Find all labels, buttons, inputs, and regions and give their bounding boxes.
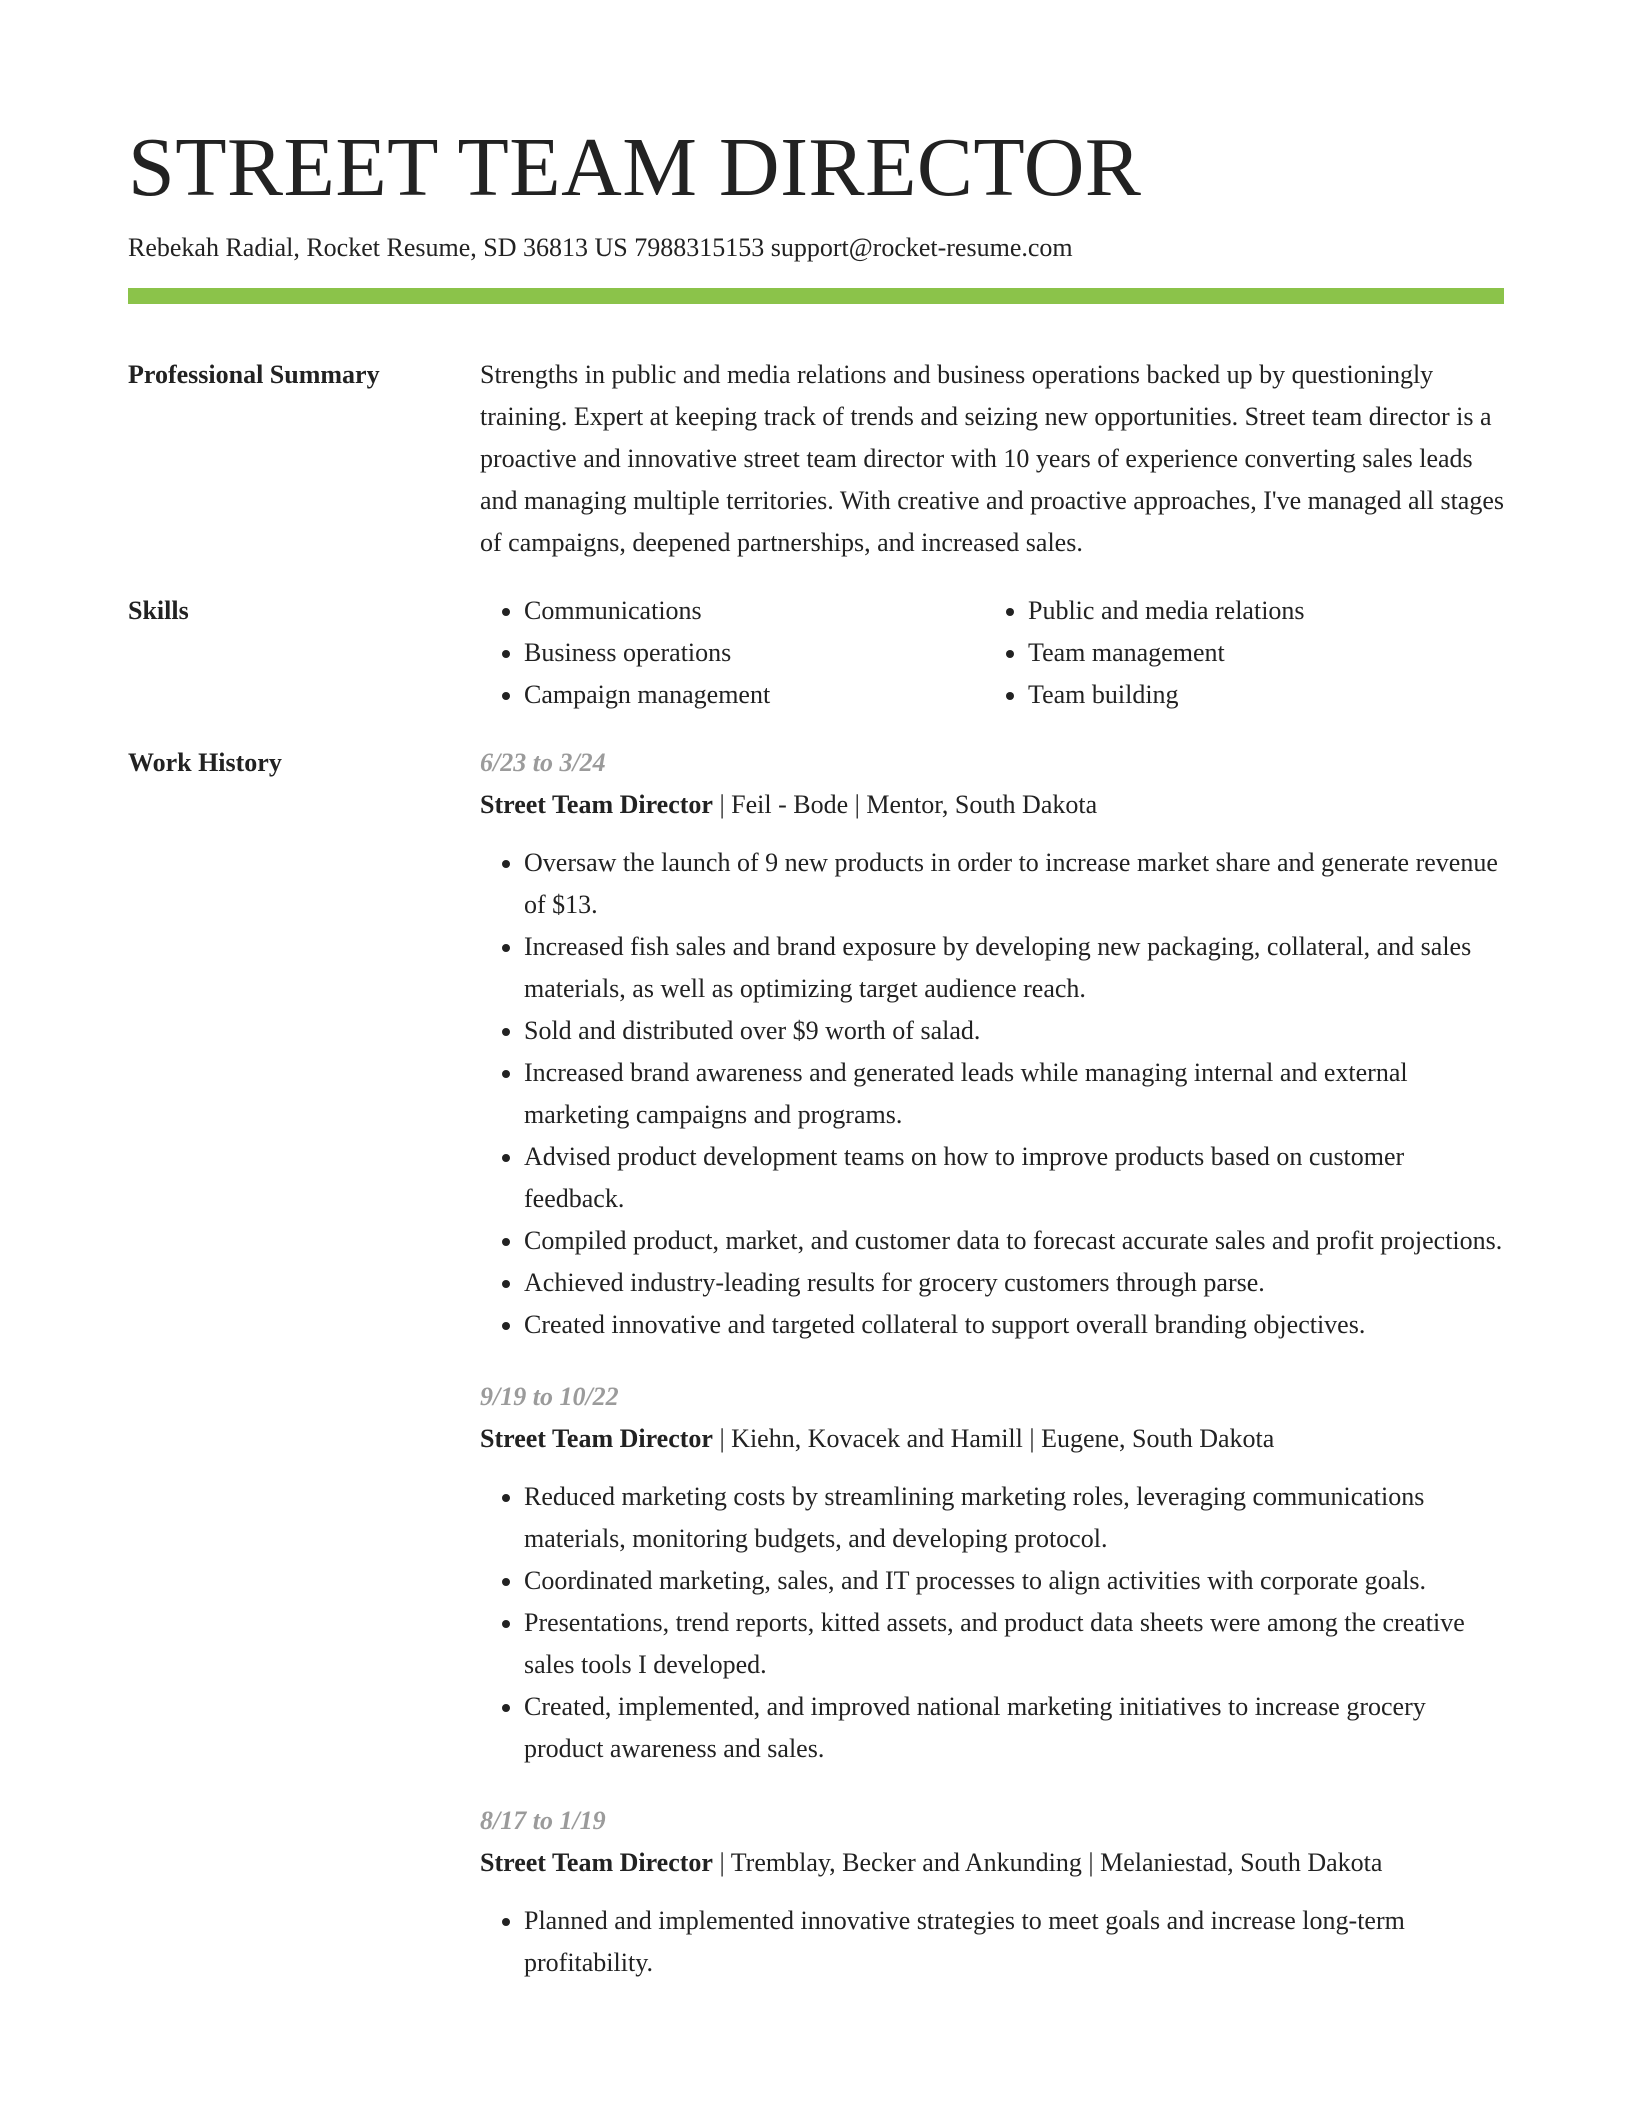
contact-line: Rebekah Radial, Rocket Resume, SD 36813 US 7988315153 support@rocket-resume.com [128,233,1073,262]
skill-item: • Communications [524,590,984,632]
job-dates: 9/19 to 10/22 [480,1382,619,1411]
job-role: Street Team Director [480,1848,713,1877]
skill-item: • Team management [1028,632,1488,674]
resume-title: STREET TEAM DIRECTOR [128,121,1142,214]
job-bullet: • Oversaw the launch of 9 new products in order to increase market share and generate revenue of $13. [524,842,1504,926]
job-bullet: • Created, implemented, and improved national marketing initiatives to increase grocery product awareness and sales. [524,1686,1504,1770]
accent-divider [128,288,1504,304]
job-entry [480,742,1504,1346]
job-bullets [480,1476,1504,1770]
job-bullet: • Created innovative and targeted collateral to support overall branding objectives. [524,1304,1504,1346]
job-entry [480,1800,1504,1984]
job-bullets [480,1900,1504,1984]
skill-item: • Campaign management [524,674,984,716]
job-bullet: • Achieved industry-leading results for grocery customers through parse. [524,1262,1504,1304]
job-bullet: • Increased brand awareness and generated leads while managing internal and external marketing campaigns and programs. [524,1052,1504,1136]
job-bullet: • Planned and implemented innovative strategies to meet goals and increase long-term profitability. [524,1900,1504,1984]
job-dates: 8/17 to 1/19 [480,1806,606,1835]
work-history-heading: Work History [128,748,282,777]
summary-section [128,354,1504,564]
job-employer-location: | Feil - Bode | Mentor, South Dakota [712,790,1098,819]
work-history-section [128,742,1504,2014]
resume-page [128,118,1504,2014]
skills-heading: Skills [128,596,189,625]
job-heading [480,1842,1504,1884]
skills-list-right [984,590,1488,716]
job-employer-location: | Kiehn, Kovacek and Hamill | Eugene, South Dakota [712,1424,1275,1453]
summary-text: Strengths in public and media relations and business operations backed up by questioningly training. Expert at keeping track of trends and seizing new opportunities. Street team director is a proactive and innovative street team director with 10 years of experience converting sales leads and managing multiple territories. With creative and proactive approaches, I've managed all stages of campaigns, deepened partnerships, and increased sales. [480,360,1504,557]
job-bullet: • Reduced marketing costs by streamlining marketing roles, leveraging communications materials, monitoring budgets, and developing protocol. [524,1476,1504,1560]
job-role: Street Team Director [480,790,713,819]
job-heading [480,784,1504,826]
job-bullets [480,842,1504,1346]
job-bullet: • Coordinated marketing, sales, and IT processes to align activities with corporate goals. [524,1560,1504,1602]
job-dates: 6/23 to 3/24 [480,748,606,777]
job-bullet: • Sold and distributed over $9 worth of salad. [524,1010,1504,1052]
skill-item: • Team building [1028,674,1488,716]
job-bullet: • Increased fish sales and brand exposure by developing new packaging, collateral, and sales materials, as well as optimizing target audience reach. [524,926,1504,1010]
job-bullet: • Advised product development teams on how to improve products based on customer feedback. [524,1136,1504,1220]
job-bullet: • Compiled product, market, and customer data to forecast accurate sales and profit projections. [524,1220,1504,1262]
job-employer-location: | Tremblay, Becker and Ankunding | Melaniestad, South Dakota [712,1848,1383,1877]
skill-item: • Business operations [524,632,984,674]
job-role: Street Team Director [480,1424,713,1453]
job-bullet: • Presentations, trend reports, kitted assets, and product data sheets were among the creative sales tools I developed. [524,1602,1504,1686]
skills-section [128,590,1504,716]
summary-heading: Professional Summary [128,360,380,389]
job-heading [480,1418,1504,1460]
skill-item: • Public and media relations [1028,590,1488,632]
skills-list-left [480,590,984,716]
job-entry [480,1376,1504,1770]
